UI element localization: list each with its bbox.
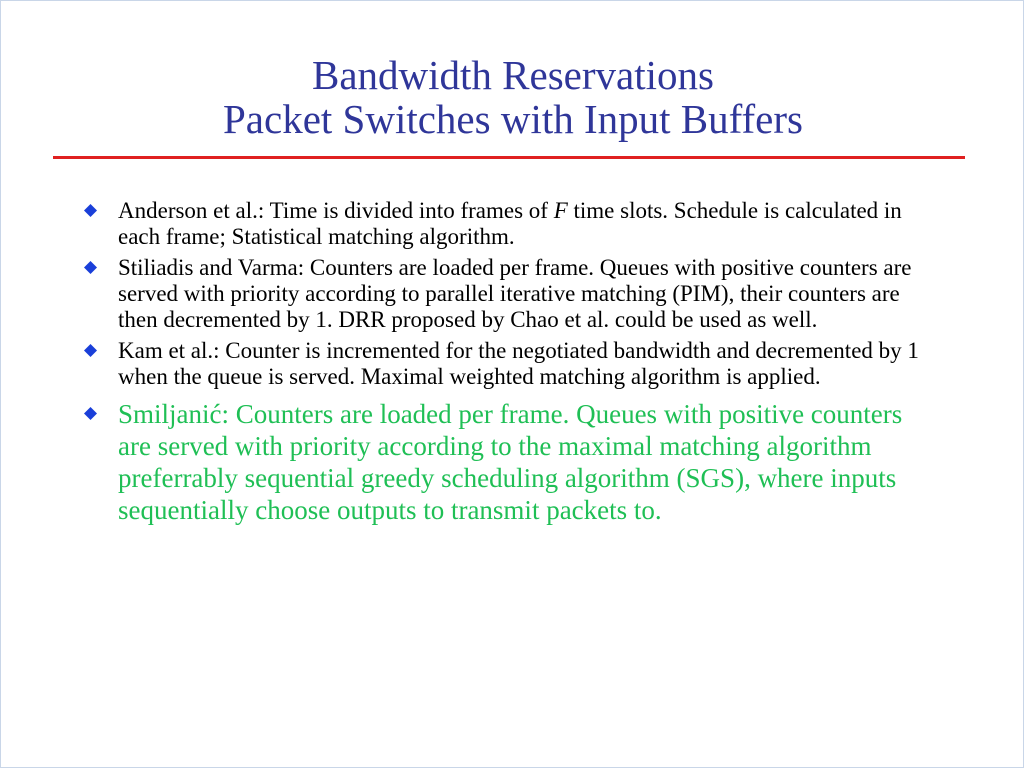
diamond-bullet-icon: [84, 344, 97, 357]
bullet-text-part-2: time slots. Schedule is calculated in each frame; Statistical matching algorithm.: [118, 198, 902, 249]
bullet-item-kam: [81, 338, 941, 390]
bullet-list: [81, 198, 941, 526]
title-line-2: Packet Switches with Input Buffers: [223, 96, 803, 142]
bullet-item-anderson: [81, 198, 941, 250]
bullet-item-stiliadis: [81, 255, 941, 333]
bullet-text-emphasis: F: [553, 198, 568, 223]
title-divider: [53, 156, 965, 159]
diamond-bullet-icon: [84, 261, 97, 274]
title-line-1: Bandwidth Reservations: [312, 52, 714, 98]
bullet-item-smiljanic: [81, 398, 941, 526]
diamond-bullet-icon: [84, 407, 97, 420]
bullet-text-part-1: Anderson et al.: Time is divided into frames of: [118, 198, 554, 223]
bullet-text: Stiliadis and Varma: Counters are loaded per frame. Queues with positive counters are served with priority according to parallel iterative matching (PIM), their counters are then decremented by 1. DRR proposed by Chao et al. could be used as well.: [118, 255, 912, 332]
bullet-text-highlighted: Smiljanić: Counters are loaded per frame. Queues with positive counters are served with priority according to the maximal matching algorithm preferrably sequential greedy scheduling algorithm (SGS), where inputs sequentially choose outputs to transmit packets to.: [118, 399, 903, 525]
slide-title: [1, 53, 1024, 141]
bullet-text: Kam et al.: Counter is incremented for the negotiated bandwidth and decremented by 1 when the queue is served. Maximal weighted matching algorithm is applied.: [118, 338, 919, 389]
diamond-bullet-icon: [84, 204, 97, 217]
